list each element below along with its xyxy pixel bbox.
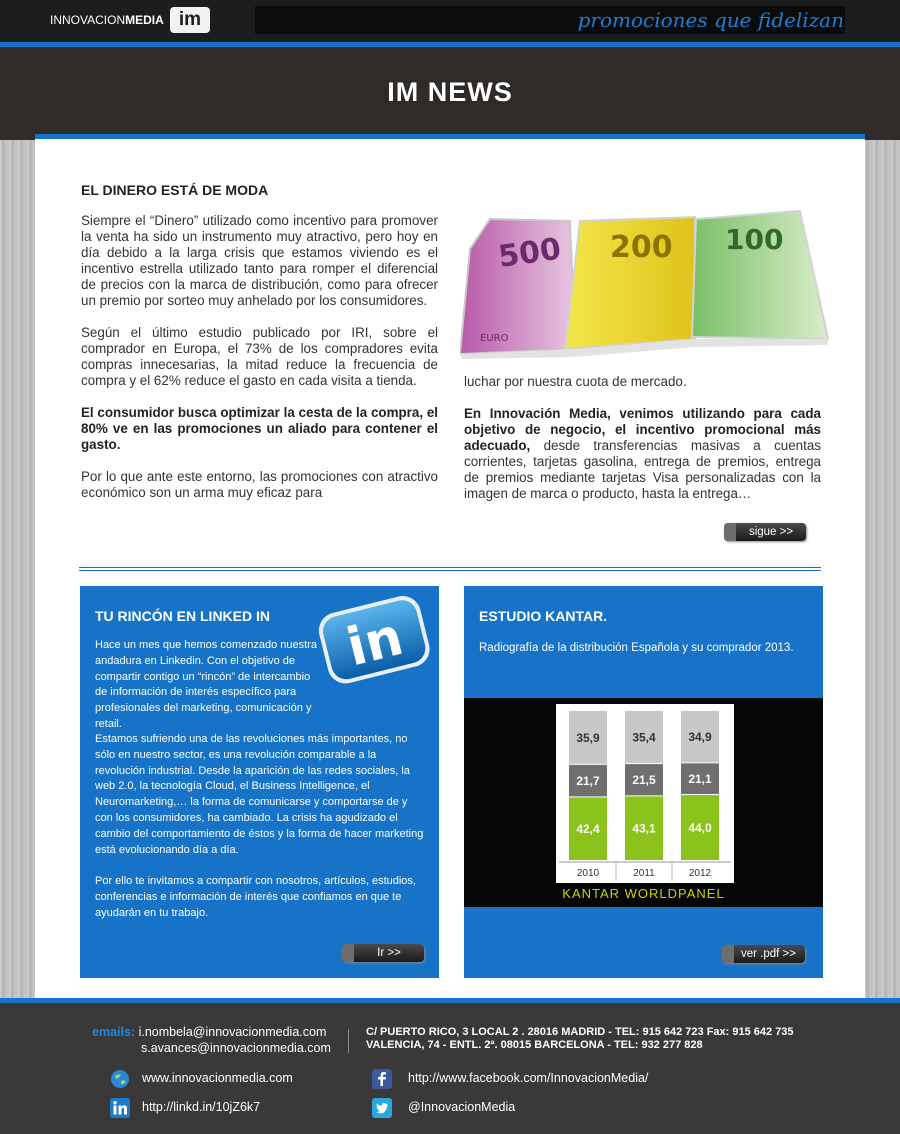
footer [0, 1003, 900, 1134]
banknote-500-value: 500 [496, 231, 564, 275]
emails-label: emails: [92, 1025, 136, 1039]
footer-vertical-divider [348, 1029, 349, 1053]
linkedin-icon[interactable] [312, 594, 434, 684]
email-link-2[interactable]: s.avances@innovacionmedia.com [141, 1041, 331, 1055]
article-left-column [81, 213, 438, 517]
brand-logo-text[interactable] [50, 13, 164, 27]
linkedin-intro: Hace un mes que hemos comenzado nuestra andadura en Linkedin. Con el objetivo de compartir contigo un “rincón” de intercambio de información de interés específico para profesionales del marketing, comunicación y retail. [95, 639, 317, 730]
logo-text-light: INNOVACION [50, 13, 126, 27]
twitter-icon[interactable] [372, 1098, 392, 1118]
chart-data-label: 43,1 [632, 821, 656, 836]
chart-data-label: 34,9 [688, 730, 712, 745]
linkedin-body [95, 732, 425, 938]
kantar-chart-card [556, 704, 734, 883]
ver-pdf-button[interactable] [722, 945, 805, 963]
linkedin-paragraph: Por ello te invitamos a compartir con nosotros, artículos, estudios, conferencias e información de interés que confiamos en que te ayudarán en tu trabajo. [95, 875, 416, 919]
chart-category-label: 2011 [633, 868, 655, 879]
logo-text-bold: MEDIA [125, 13, 164, 27]
website-link[interactable]: www.innovacionmedia.com [142, 1071, 293, 1085]
button-notch [724, 523, 736, 541]
globe-icon[interactable] [110, 1069, 130, 1089]
article-paragraph: Según el último estudio publicado por IRI, sobre el comprador en Europa, el 73% de los compradores evita compras innecesarias, la mitad reduce la frecuencia de compra y el 62% reduce el gasto en cada visita a tienda. [81, 325, 438, 388]
sigue-button-label: sigue >> [748, 526, 794, 538]
chart-category-label: 2012 [688, 868, 712, 879]
article-paragraph: luchar por nuestra cuota de mercado. [464, 374, 687, 389]
linkedin-paragraph: Estamos sufriendo una de las revoluciones más importantes, no sólo en nuestro sector, es una revolución comparable a la revolución industrial. Desde la aparición de las redes sociales, la web 2.0, la tecnología Cloud, el Business Intelligence, el Neuromarketing,… la forma de comunicarse y comportarse de y con los consumidores, ha cambiado. La crisis ha agudizado el cambio del comportamiento de éstos y la forma de hacer marketing está evolucionando día a día. [95, 733, 424, 856]
brand-logo-mark[interactable]: im [170, 7, 210, 33]
chart-category-label: 2010 [576, 868, 600, 879]
facebook-link[interactable]: http://www.facebook.com/InnovacionMedia/ [408, 1071, 649, 1085]
article-paragraph: desde transferencias masivas a cuentas corrientes, tarjetas gasolina, entrega de premios, entrega de premios mediante tarjetas Visa personalizadas con la imagen de marca o producto, hasta la entrega… [464, 438, 821, 501]
sigue-button[interactable] [724, 523, 806, 541]
kantar-box-text: Radiografía de la distribución Española y su comprador 2013. [479, 642, 794, 654]
banknote-100-value: 100 [725, 223, 784, 256]
kantar-box-title: ESTUDIO KANTAR. [479, 608, 608, 624]
address-madrid: C/ PUERTO RICO, 3 LOCAL 2 . 28016 MADRID - TEL: 915 642 723 Fax: 915 642 735 [366, 1026, 794, 1038]
slogan: promociones que fidelizan [577, 8, 844, 32]
article-highlight: En Innovación Media, venimos utilizando para cada objetivo de negocio, el incentivo promocional más adecuado, [464, 406, 821, 453]
section-divider [79, 570, 821, 571]
ir-button[interactable] [342, 944, 424, 962]
button-notch [342, 944, 354, 962]
header [0, 47, 900, 140]
linkedin-logo-text: in [341, 606, 409, 679]
kantar-brand: KANTAR WORLDPANEL [562, 886, 725, 901]
chart-data-label: 42,4 [576, 822, 600, 837]
article-paragraph: Siempre el “Dinero” utilizado como incentivo para promover la venta ha sido un instrumento muy atractivo, pero hoy en día debido a la larga crisis que estamos viviendo es el incentivo estrella utilizado tanto para romper el diferencial de precios con la marca de distribución, como para ofrecer un premio por sorteo muy anhelado por los consumidores. [81, 213, 438, 308]
button-notch [722, 945, 734, 963]
article-title: EL DINERO ESTÁ DE MODA [81, 182, 269, 198]
facebook-icon[interactable] [372, 1069, 392, 1089]
banknote-200-value: 200 [610, 230, 673, 265]
twitter-link[interactable]: @InnovacionMedia [408, 1100, 516, 1114]
article-right-column [464, 374, 821, 518]
linkedin-small-icon[interactable] [110, 1098, 130, 1118]
chart-data-label: 44,0 [688, 821, 712, 835]
chart-data-label: 21,7 [576, 774, 600, 789]
main-panel [35, 134, 865, 1000]
linkedin-link[interactable]: http://linkd.in/10jZ6k7 [142, 1100, 261, 1114]
ver-pdf-button-label: ver .pdf >> [741, 948, 796, 960]
footer-emails [92, 1025, 326, 1039]
page-title: IM NEWS [387, 77, 513, 107]
banknote-currency: EURO [480, 333, 509, 344]
section-divider [79, 567, 821, 568]
kantar-chart-area[interactable] [464, 698, 823, 907]
address-barcelona: VALENCIA, 74 - ENTL. 2ª. 08015 BARCELONA - TEL: 932 277 828 [366, 1039, 703, 1051]
banknotes-image [460, 209, 832, 359]
email-link-1[interactable]: i.nombela@innovacionmedia.com [138, 1025, 327, 1039]
footer-address [366, 1026, 794, 1052]
article-highlight: El consumidor busca optimizar la cesta de la compra, el 80% ve en las promociones un aliado para contener el gasto. [81, 405, 438, 452]
article-paragraph: Por lo que ante este entorno, las promociones con atractivo económico son un arma muy eficaz para [81, 469, 438, 500]
linkedin-box-title: TU RINCÓN EN LINKED IN [95, 608, 270, 624]
chart-data-label: 35,9 [576, 730, 600, 745]
chart-data-label: 35,4 [632, 730, 656, 745]
chart-data-label: 21,5 [632, 773, 656, 788]
ir-button-label: Ir >> [377, 947, 401, 959]
top-bar [0, 0, 900, 42]
chart-data-label: 21,1 [688, 772, 712, 787]
linkedin-box [80, 586, 439, 978]
stacked-bar-chart [556, 704, 734, 883]
kantar-box [464, 586, 823, 978]
